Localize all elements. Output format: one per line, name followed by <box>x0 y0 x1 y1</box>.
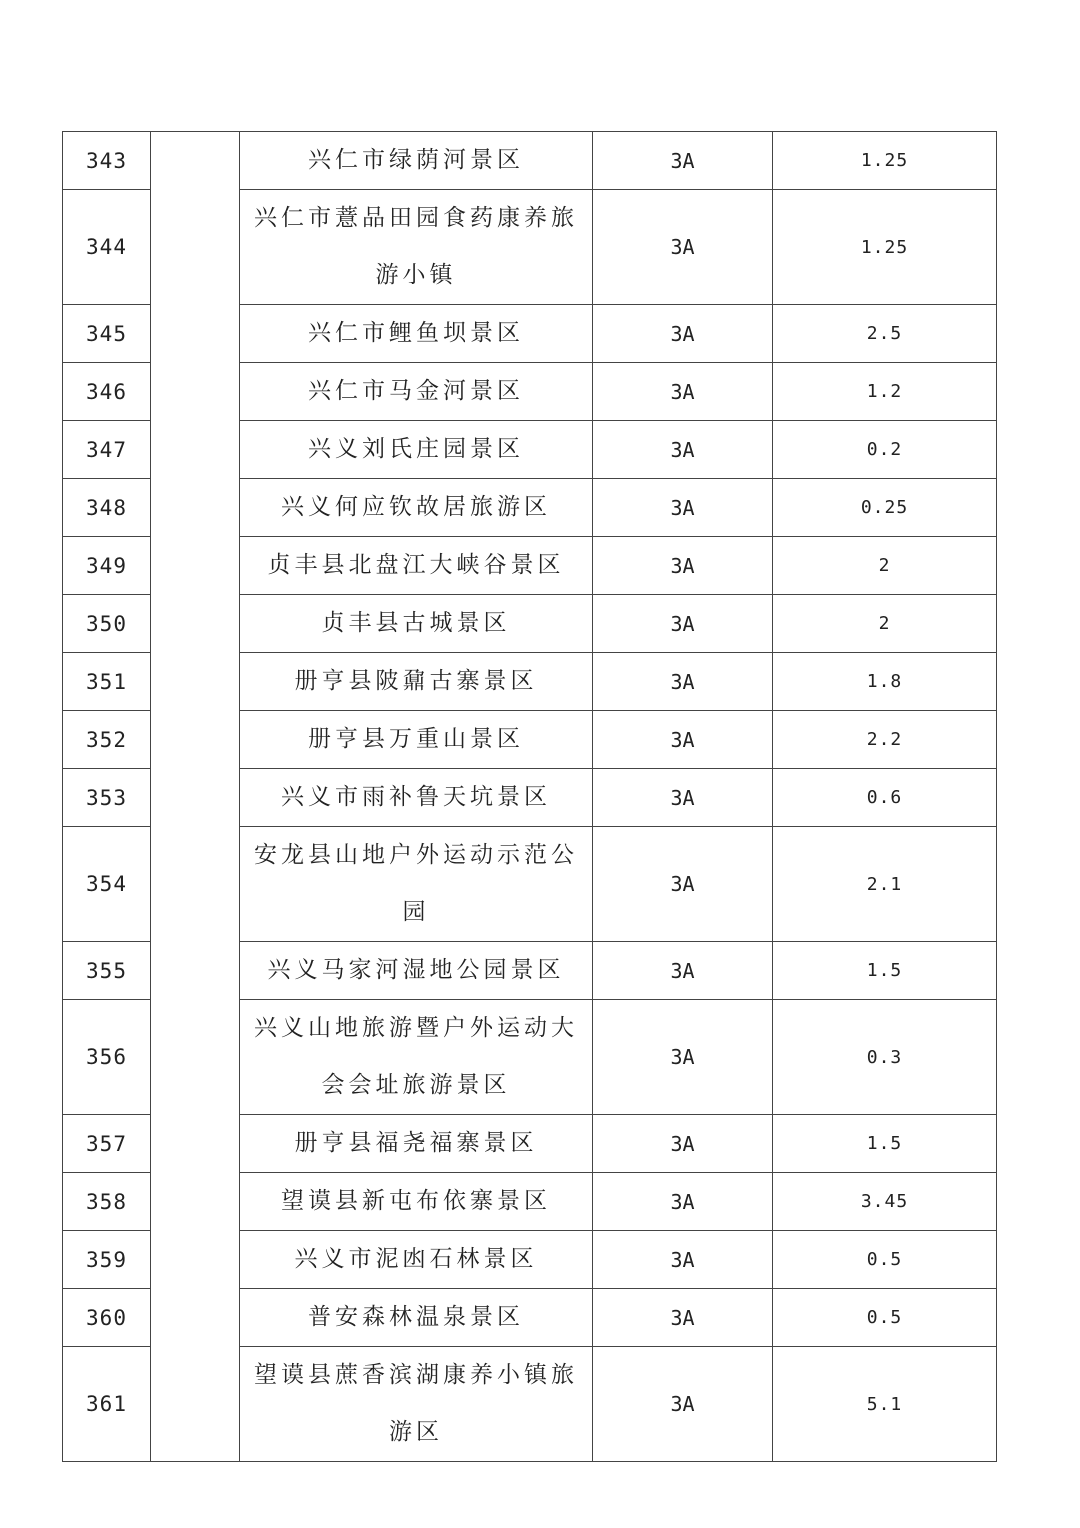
value-cell: 0.5 <box>773 1231 997 1289</box>
grade-cell: 3A <box>593 1347 773 1462</box>
scenic-area-table <box>62 131 997 1462</box>
value-cell: 0.5 <box>773 1289 997 1347</box>
grade-cell: 3A <box>593 827 773 942</box>
row-number: 359 <box>63 1231 151 1289</box>
grade-cell: 3A <box>593 132 773 190</box>
scenic-area-name: 兴仁市绿荫河景区 <box>240 132 593 190</box>
scenic-area-name: 贞丰县古城景区 <box>240 595 593 653</box>
scenic-area-name: 兴义市雨补鲁天坑景区 <box>240 769 593 827</box>
row-number: 353 <box>63 769 151 827</box>
scenic-area-name: 册亨县陂鼐古寨景区 <box>240 653 593 711</box>
grade-cell: 3A <box>593 1289 773 1347</box>
row-number: 355 <box>63 942 151 1000</box>
row-number: 351 <box>63 653 151 711</box>
grade-cell: 3A <box>593 595 773 653</box>
scenic-area-name: 兴义市泥凼石林景区 <box>240 1231 593 1289</box>
row-number: 346 <box>63 363 151 421</box>
row-number: 345 <box>63 305 151 363</box>
grade-cell: 3A <box>593 421 773 479</box>
grade-cell: 3A <box>593 305 773 363</box>
row-number: 347 <box>63 421 151 479</box>
scenic-area-name: 兴义马家河湿地公园景区 <box>240 942 593 1000</box>
scenic-area-name: 兴仁市马金河景区 <box>240 363 593 421</box>
value-cell: 1.8 <box>773 653 997 711</box>
grade-cell: 3A <box>593 363 773 421</box>
value-cell: 2.2 <box>773 711 997 769</box>
grade-cell: 3A <box>593 537 773 595</box>
scenic-area-name: 册亨县万重山景区 <box>240 711 593 769</box>
table-row <box>63 132 997 190</box>
value-cell: 2.5 <box>773 305 997 363</box>
row-number: 357 <box>63 1115 151 1173</box>
grade-cell: 3A <box>593 711 773 769</box>
value-cell: 3.45 <box>773 1173 997 1231</box>
row-number: 348 <box>63 479 151 537</box>
scenic-area-name: 兴义刘氏庄园景区 <box>240 421 593 479</box>
scenic-area-table-container <box>62 131 996 1462</box>
grade-cell: 3A <box>593 1000 773 1115</box>
scenic-area-name: 望谟县新屯布依寨景区 <box>240 1173 593 1231</box>
merged-region-cell <box>151 132 240 1462</box>
scenic-area-name: 安龙县山地户外运动示范公园 <box>240 827 593 942</box>
scenic-area-name: 望谟县蔗香滨湖康养小镇旅游区 <box>240 1347 593 1462</box>
scenic-area-name: 兴义何应钦故居旅游区 <box>240 479 593 537</box>
row-number: 349 <box>63 537 151 595</box>
value-cell: 1.25 <box>773 132 997 190</box>
value-cell: 1.25 <box>773 190 997 305</box>
row-number: 354 <box>63 827 151 942</box>
row-number: 344 <box>63 190 151 305</box>
grade-cell: 3A <box>593 479 773 537</box>
grade-cell: 3A <box>593 769 773 827</box>
value-cell: 2 <box>773 595 997 653</box>
value-cell: 5.1 <box>773 1347 997 1462</box>
value-cell: 0.3 <box>773 1000 997 1115</box>
row-number: 352 <box>63 711 151 769</box>
value-cell: 2 <box>773 537 997 595</box>
grade-cell: 3A <box>593 1173 773 1231</box>
grade-cell: 3A <box>593 1231 773 1289</box>
scenic-area-name: 兴仁市薏品田园食药康养旅游小镇 <box>240 190 593 305</box>
row-number: 361 <box>63 1347 151 1462</box>
grade-cell: 3A <box>593 653 773 711</box>
value-cell: 0.6 <box>773 769 997 827</box>
row-number: 356 <box>63 1000 151 1115</box>
scenic-area-name: 普安森林温泉景区 <box>240 1289 593 1347</box>
value-cell: 1.5 <box>773 1115 997 1173</box>
value-cell: 2.1 <box>773 827 997 942</box>
value-cell: 1.2 <box>773 363 997 421</box>
row-number: 358 <box>63 1173 151 1231</box>
value-cell: 0.25 <box>773 479 997 537</box>
row-number: 350 <box>63 595 151 653</box>
value-cell: 0.2 <box>773 421 997 479</box>
row-number: 360 <box>63 1289 151 1347</box>
scenic-area-name: 贞丰县北盘江大峡谷景区 <box>240 537 593 595</box>
scenic-area-name: 兴仁市鲤鱼坝景区 <box>240 305 593 363</box>
value-cell: 1.5 <box>773 942 997 1000</box>
scenic-area-name: 兴义山地旅游暨户外运动大会会址旅游景区 <box>240 1000 593 1115</box>
table-body <box>63 132 997 1462</box>
row-number: 343 <box>63 132 151 190</box>
grade-cell: 3A <box>593 942 773 1000</box>
scenic-area-name: 册亨县福尧福寨景区 <box>240 1115 593 1173</box>
grade-cell: 3A <box>593 190 773 305</box>
grade-cell: 3A <box>593 1115 773 1173</box>
